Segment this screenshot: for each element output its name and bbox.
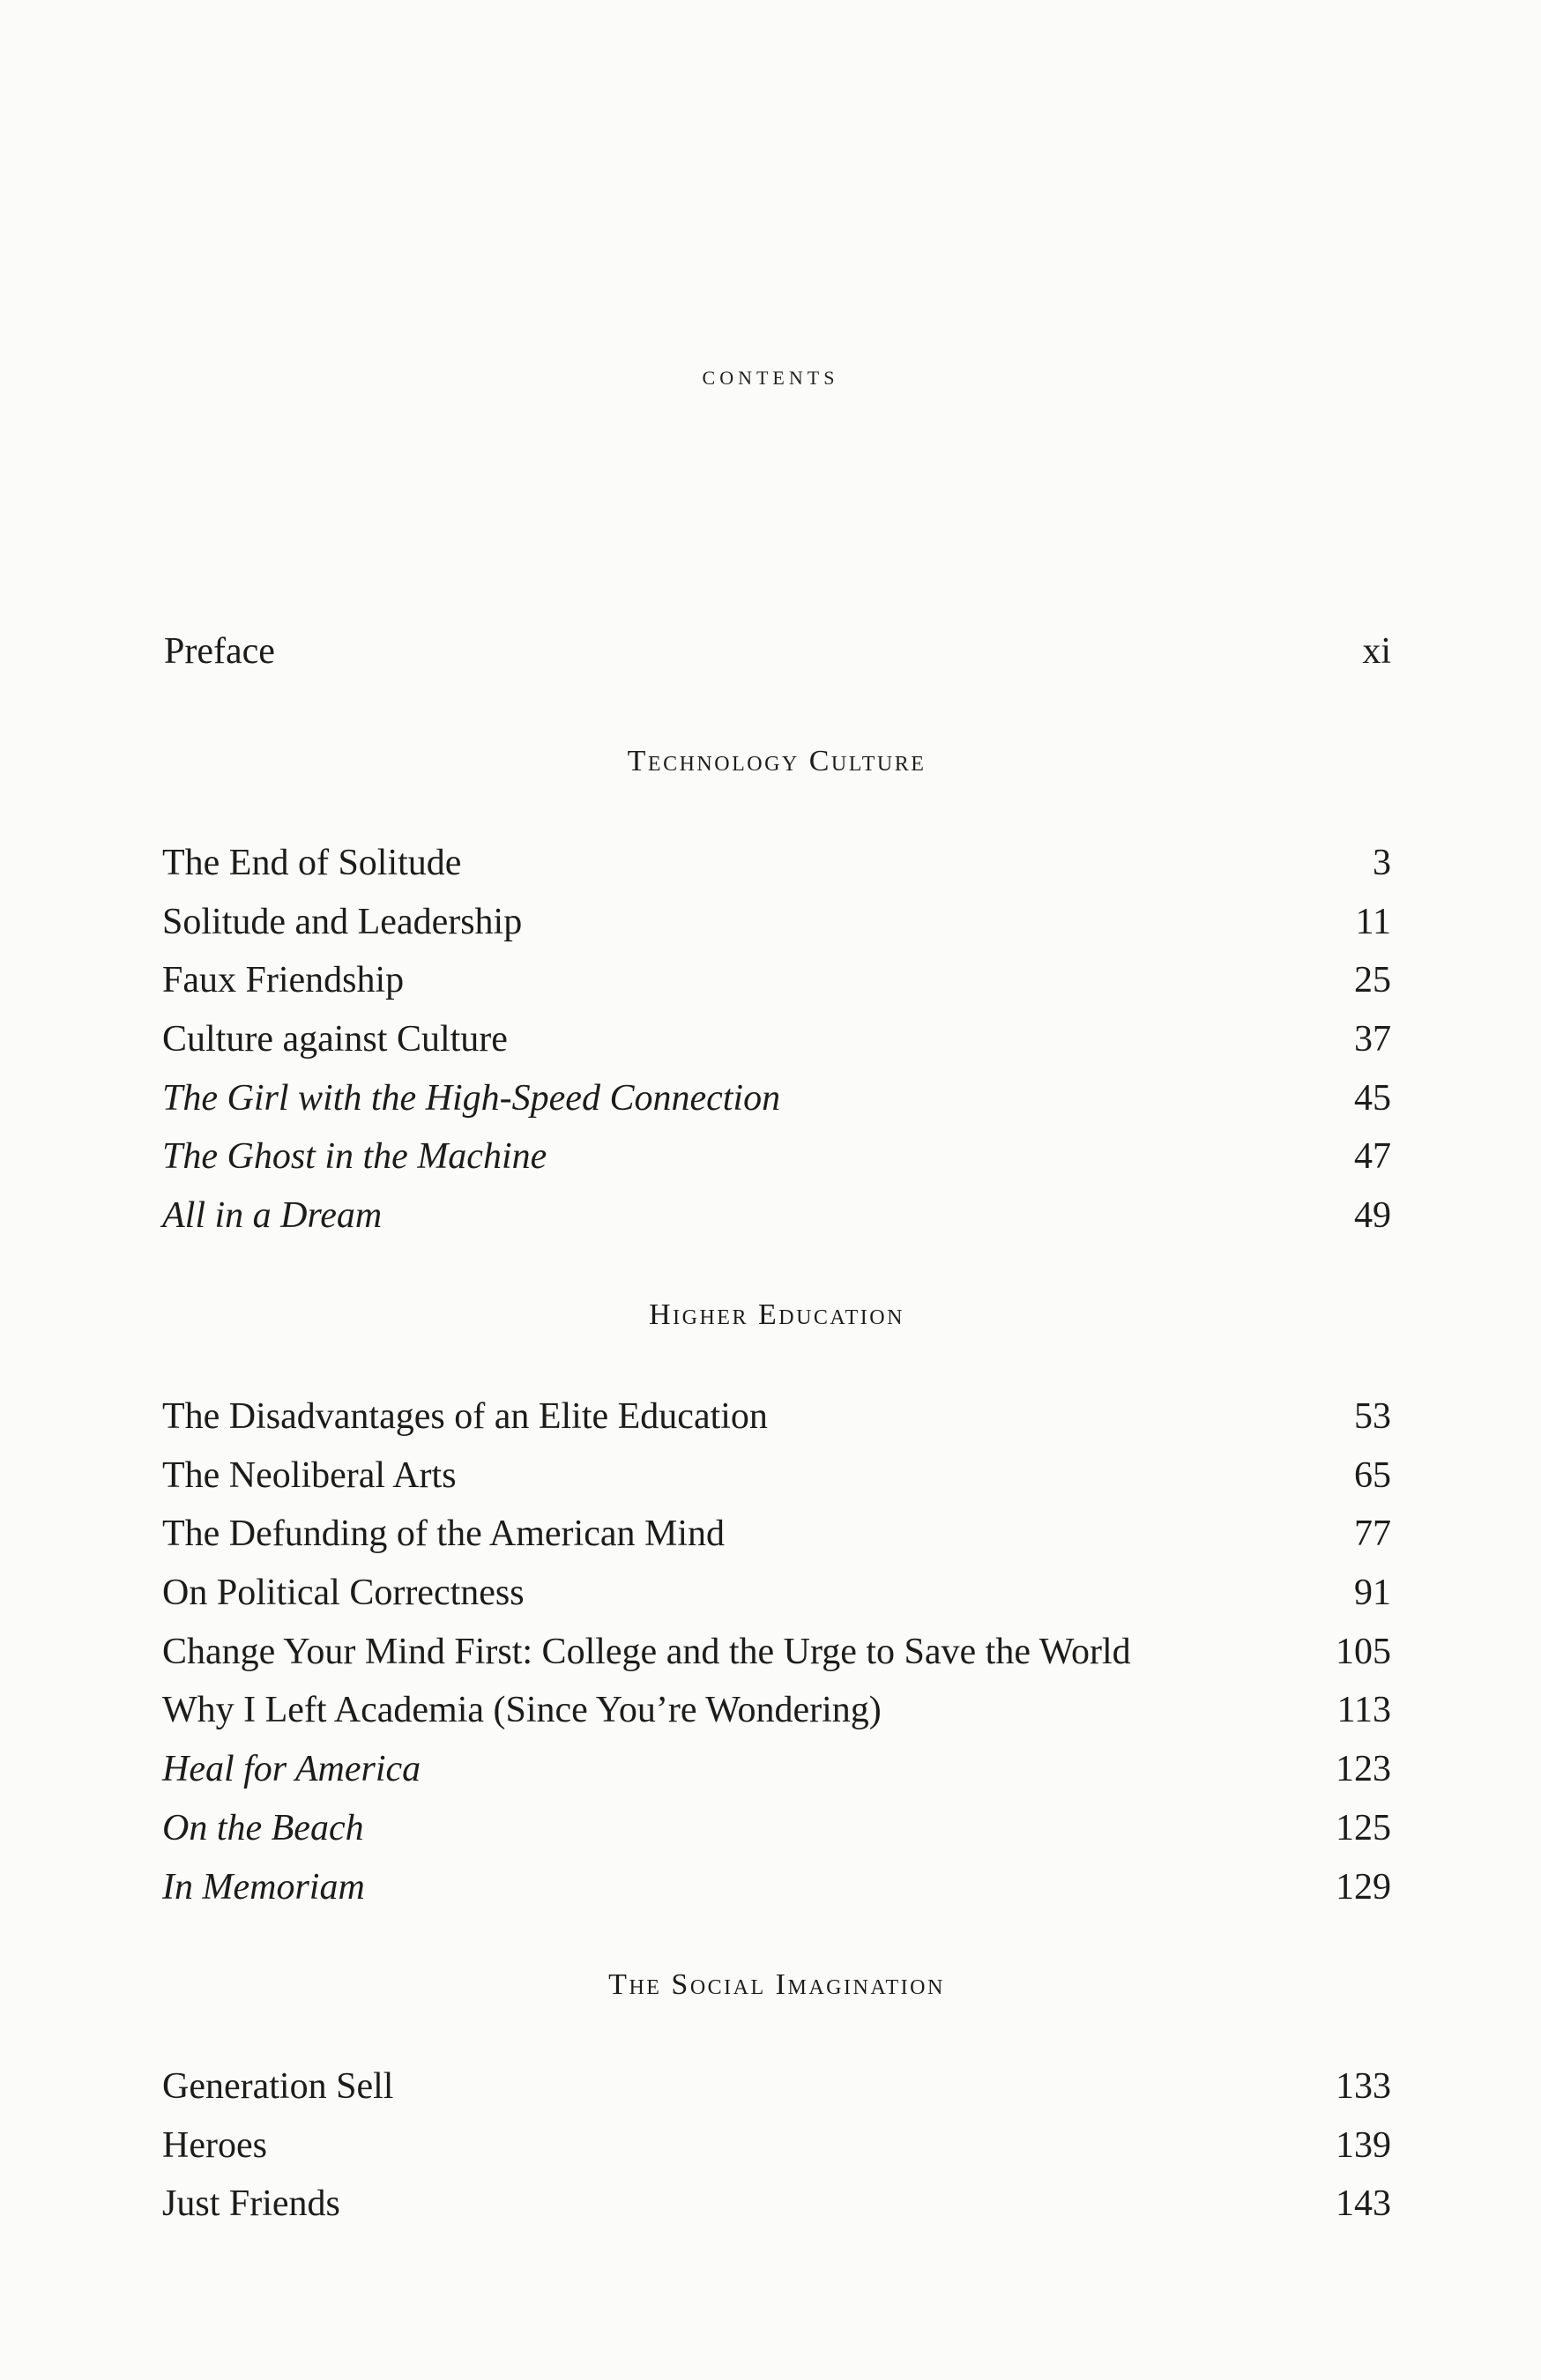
toc-entry-page: 133: [1336, 2066, 1391, 2107]
toc-entry-title: On Political Correctness: [162, 1573, 525, 1614]
toc-entry-title: Generation Sell: [162, 2066, 394, 2107]
toc-entry-title: Heal for America: [162, 1749, 421, 1790]
toc-entry-page: 105: [1336, 1631, 1391, 1672]
toc-entry: [162, 1623, 1391, 1682]
toc-entry: [162, 1564, 1391, 1623]
toc-entry-title: The Disadvantages of an Elite Education: [162, 1396, 768, 1437]
section-heading: Higher Education: [649, 1298, 904, 1331]
toc-entry-title: All in a Dream: [162, 1195, 383, 1237]
toc-entry: [162, 1387, 1391, 1447]
toc-entry-title: Solitude and Leadership: [162, 901, 523, 942]
toc-entry-title: The Girl with the High-Speed Connection: [162, 1077, 781, 1119]
toc-entry-title: Faux Friendship: [162, 960, 405, 1001]
toc-entry-page: 45: [1354, 1077, 1391, 1119]
toc-entry-page: 25: [1354, 960, 1391, 1001]
toc-entry: [162, 1681, 1391, 1740]
toc-entry-title: Preface: [164, 631, 275, 672]
toc-entry-page: 113: [1336, 1690, 1391, 1731]
toc-entry-page: xi: [1362, 631, 1391, 672]
toc-entry: [162, 1069, 1391, 1128]
toc-entry: [162, 2175, 1391, 2234]
toc-section-technology-culture: [162, 735, 1391, 1246]
toc-entry-title: The Defunding of the American Mind: [162, 1514, 725, 1555]
toc-entry-page: 91: [1354, 1573, 1391, 1614]
toc-entry-page: 11: [1355, 901, 1391, 942]
toc-entry-page: 123: [1336, 1749, 1391, 1790]
toc-entry-title: Heroes: [162, 2124, 267, 2166]
toc-entry-page: 65: [1354, 1454, 1391, 1496]
toc-entry: [162, 893, 1391, 952]
toc-section-higher-education: [162, 1289, 1391, 1916]
section-heading: Technology Culture: [627, 745, 927, 777]
toc-list: [162, 1387, 1391, 1916]
toc-entry: [162, 1858, 1391, 1917]
section-heading: The Social Imagination: [608, 1968, 945, 2001]
toc-entry-page: 37: [1354, 1019, 1391, 1060]
toc-entry: [162, 1186, 1391, 1246]
page-title: contents: [702, 360, 839, 390]
toc-entry-title: The End of Solitude: [162, 843, 462, 883]
toc-entry: [162, 1740, 1391, 1799]
toc-entry-preface: [164, 622, 1391, 681]
toc-entry-title: In Memoriam: [162, 1866, 365, 1908]
toc-entry-page: 143: [1336, 2183, 1391, 2225]
toc-entry-title: Change Your Mind First: College and the Urge to Save the World: [162, 1631, 1131, 1672]
toc-entry-page: 125: [1336, 1807, 1391, 1848]
toc-entry: [162, 1799, 1391, 1858]
toc-entry-page: 139: [1336, 2124, 1391, 2166]
toc-entry-page: 53: [1354, 1396, 1391, 1437]
toc-entry: [162, 1447, 1391, 1506]
toc-entry-title: Why I Left Academia (Since You’re Wondering): [162, 1690, 882, 1731]
toc-list: [162, 2057, 1391, 2234]
toc-entry: [162, 1505, 1391, 1564]
toc-entry-title: Just Friends: [162, 2183, 340, 2225]
toc-entry: [162, 834, 1391, 893]
toc-entry-page: 129: [1336, 1866, 1391, 1908]
toc-entry: [162, 1127, 1391, 1186]
toc-entry: [162, 2057, 1391, 2116]
toc-list: [162, 834, 1391, 1246]
toc-entry-page: 77: [1354, 1514, 1391, 1555]
toc-entry-title: The Neoliberal Arts: [162, 1454, 457, 1496]
toc-entry-title: Culture against Culture: [162, 1019, 508, 1060]
toc-entry-page: 3: [1373, 843, 1391, 883]
toc-section-social-imagination: [162, 1959, 1391, 2234]
toc-entry-page: 47: [1354, 1136, 1391, 1178]
toc-entry-title: On the Beach: [162, 1807, 364, 1848]
toc-entry: [162, 2116, 1391, 2175]
toc-entry-page: 49: [1354, 1195, 1391, 1237]
toc-entry-title: The Ghost in the Machine: [162, 1136, 547, 1178]
toc-entry: [162, 951, 1391, 1010]
toc-entry: [162, 1010, 1391, 1069]
